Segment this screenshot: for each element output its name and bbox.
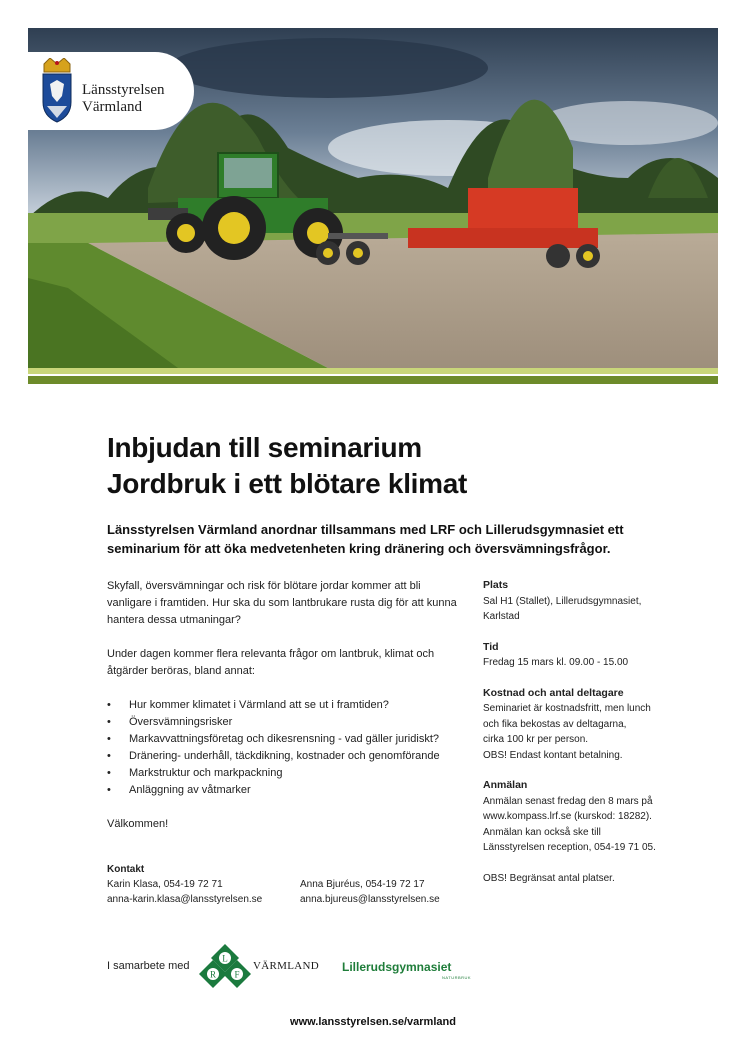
list-item: • Markavvattningsföretag och dikesrensning - vad gäller juridiskt? (107, 731, 463, 748)
lillerud-logo-text: Lillerudsgymnasiet (342, 960, 452, 974)
logo-text (82, 82, 164, 116)
list-item: • Anläggning av våtmarker (107, 782, 463, 799)
limited-seats-note: OBS! Begränsat antal platser. (483, 872, 615, 884)
intro-text: Länsstyrelsen Värmland anordnar tillsammans med LRF och Lillerudsgymnasiet ett seminarium för att öka medvetenheten kring dränering och översvämningsfrågor. (107, 522, 624, 556)
anmalan-line[interactable]: www.kompass.lrf.se (kurskod: 18282). (483, 811, 652, 822)
contact-block-2 (300, 877, 440, 907)
lrf-name: VÄRMLAND (253, 960, 319, 972)
paragraph-2: Under dagen kommer flera relevanta frågor om lantbruk, klimat och åtgärder beröras, bland annat: (107, 648, 435, 677)
list-item: • Markstruktur och markpackning (107, 765, 463, 782)
contact-heading: Kontakt (107, 864, 145, 875)
lillerud-subtext: NATURBRUK (442, 975, 472, 980)
kostnad-line: och fika bekostas av deltagarna, (483, 718, 627, 730)
anmalan-block (483, 778, 663, 856)
topic-list (107, 697, 463, 799)
page-title (107, 430, 467, 502)
paragraph-1: Skyfall, översvämningar och risk för blötare jordar kommer att bli vanligare i framtiden. Hur ska du som lantbrukare rusta dig för att kunna hantera dessa utmaningar? (107, 580, 457, 626)
logo-line1: Länsstyrelsen (82, 82, 165, 98)
logo-line2: Värmland (82, 99, 142, 115)
kostnad-heading: Kostnad och antal deltagare (483, 686, 624, 699)
kostnad-line: OBS! Endast kontant betalning. (483, 749, 623, 761)
plats-block (483, 578, 663, 625)
accent-rule-light (28, 368, 718, 374)
tid-heading: Tid (483, 640, 499, 653)
lrf-letter-l: L (222, 953, 228, 964)
tid-block (483, 640, 663, 671)
title-line2: Jordbruk i ett blötare klimat (107, 468, 468, 499)
accent-rule-dark (28, 376, 718, 384)
tid-text: Fredag 15 mars kl. 09.00 - 15.00 (483, 657, 629, 668)
coat-of-arms-icon (40, 58, 74, 124)
anmalan-line: Länsstyrelsen reception, 054-19 71 05. (483, 842, 656, 853)
anmalan-heading: Anmälan (483, 779, 528, 791)
partners-label: I samarbete med (107, 960, 190, 972)
list-item: • Hur kommer klimatet i Värmland att se ut i framtiden? (107, 697, 463, 714)
anmalan-line: Anmälan senast fredag den 8 mars på (483, 795, 653, 807)
info-sidebar (483, 578, 663, 886)
lrf-letter-r: R (209, 969, 217, 980)
lansstyrelsen-logo (28, 52, 194, 130)
kostnad-line: cirka 100 kr per person. (483, 734, 589, 745)
welcome-text: Välkommen! (107, 818, 169, 830)
partners-row (107, 944, 487, 988)
list-item: • Dränering- underhåll, täckdikning, kostnader och genomförande (107, 748, 463, 765)
title-line1: Inbjudan till seminarium (107, 432, 422, 463)
lrf-letter-f: F (234, 969, 240, 980)
kostnad-block (483, 686, 663, 764)
plats-heading: Plats (483, 579, 509, 591)
contact-1-name: Karin Klasa, 054-19 72 71 (107, 879, 223, 890)
contact-1-email[interactable]: anna-karin.klasa@lansstyrelsen.se (107, 894, 263, 905)
plats-text: Sal H1 (Stallet), Lillerudsgymnasiet, Karlstad (483, 595, 642, 622)
anmalan-line: Anmälan kan också ske till (483, 826, 601, 838)
contact-2-name: Anna Bjuréus, 054-19 72 17 (300, 879, 425, 890)
main-column (107, 578, 463, 833)
lrf-logo-icon (199, 944, 251, 988)
contact-2-email[interactable]: anna.bjureus@lansstyrelsen.se (300, 894, 440, 905)
kostnad-line: Seminariet är kostnadsfritt, men lunch (483, 703, 651, 714)
footer-url[interactable]: www.lansstyrelsen.se/varmland (290, 1016, 456, 1028)
list-item: • Översvämningsrisker (107, 714, 463, 731)
contact-block (107, 862, 262, 907)
